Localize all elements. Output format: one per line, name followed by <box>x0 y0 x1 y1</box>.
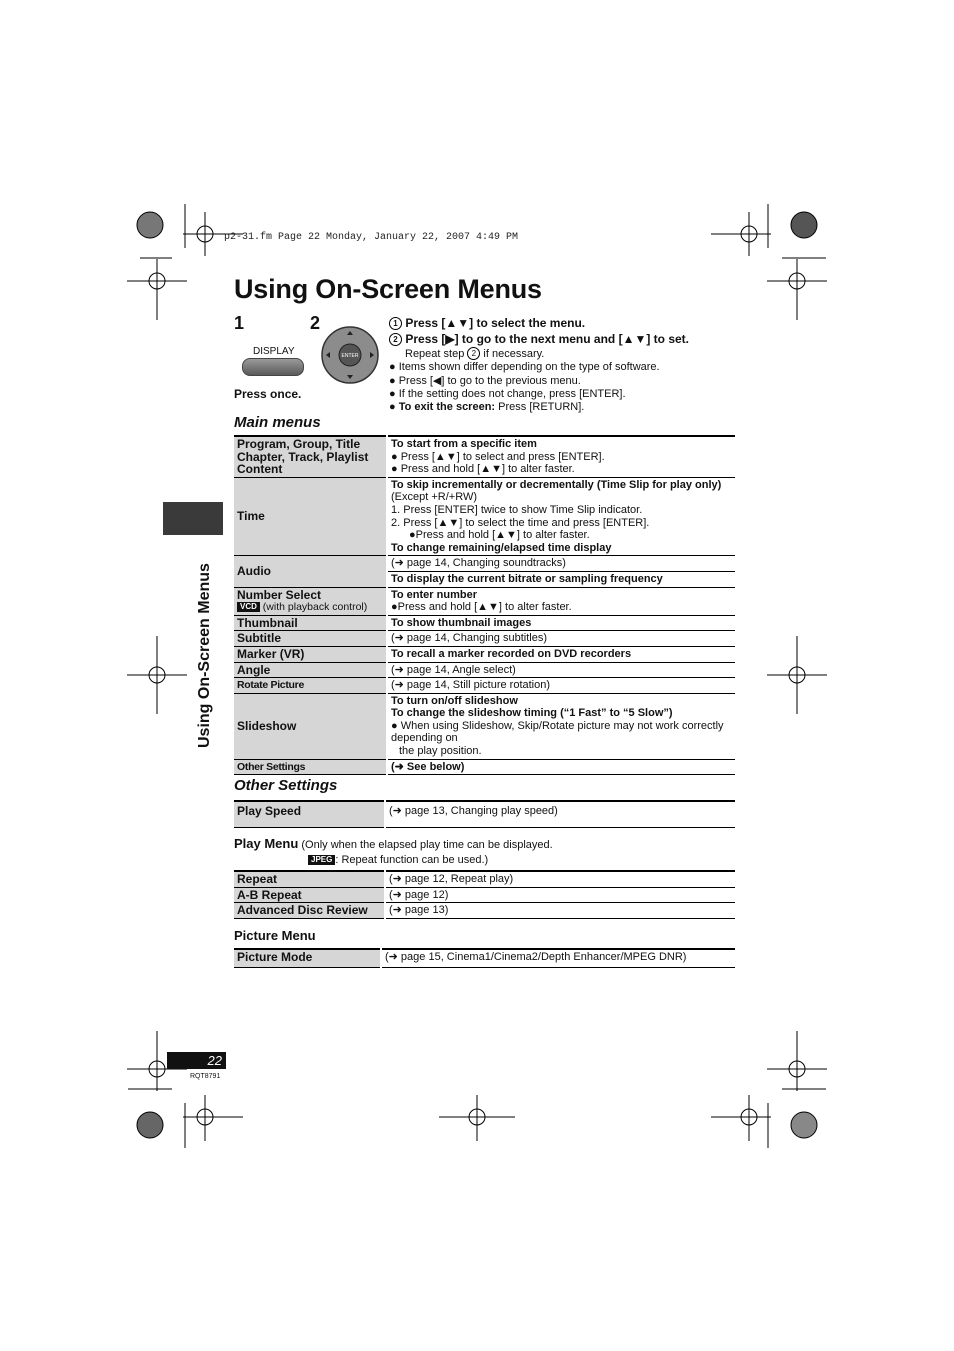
row-value: (➜ page 12, Repeat play) <box>385 871 735 887</box>
play-menu-heading: Play Menu <box>234 836 299 851</box>
side-tab-marker <box>163 502 223 535</box>
side-tab-label: Using On-Screen Menus <box>196 563 213 748</box>
main-menus-heading: Main menus <box>234 414 321 431</box>
step-1-number: 1 <box>234 313 245 333</box>
other-settings-table <box>234 800 735 828</box>
row-value: (➜ page 13) <box>385 903 735 919</box>
table-row <box>234 615 735 631</box>
row-value: (➜ page 12) <box>385 887 735 903</box>
table-row <box>234 662 735 678</box>
step-2-number: 2 <box>310 313 321 333</box>
row-desc-picture-mode: (➜ page 15, Cinema1/Cinema2/Depth Enhancer/MPEG DNR) <box>381 949 735 967</box>
row-desc-slideshow: To turn on/off slideshow To change the slideshow timing (“1 Fast” to “5 Slow”) ● When using Slideshow, Skip/Rotate picture may not work correctly depending on the play position. <box>387 693 735 759</box>
instruction-bullet-2: ● Press [◀] to go to the previous menu. <box>389 374 581 387</box>
play-menu-heading-block: Play Menu (Only when the elapsed play time can be displayed. JPEG : Repeat function can be used.) <box>234 836 553 866</box>
row-label-other: Other Settings <box>234 759 387 775</box>
play-menu-table <box>234 870 735 919</box>
other-settings-heading: Other Settings <box>234 777 338 794</box>
row-label-program: Program, Group, Title Chapter, Track, Playlist Content <box>234 436 387 477</box>
document-code: RQT8791 <box>190 1073 221 1080</box>
row-label-time: Time <box>234 477 387 556</box>
row-label-rotate: Rotate Picture <box>234 678 387 694</box>
row-label-subtitle: Subtitle <box>234 631 387 647</box>
row-label-audio: Audio <box>234 556 387 587</box>
row-label-slideshow: Slideshow <box>234 693 387 759</box>
row-label-play-speed: Play Speed <box>234 801 385 827</box>
picture-menu-table <box>234 948 735 968</box>
row-label-marker: Marker (VR) <box>234 646 387 662</box>
main-menus-table <box>234 435 735 775</box>
page-title: Using On-Screen Menus <box>234 274 542 304</box>
table-row <box>234 801 735 827</box>
table-row <box>234 587 735 615</box>
table-row <box>234 556 735 587</box>
jpeg-badge: JPEG <box>308 855 335 865</box>
row-desc-marker: To recall a marker recorded on DVD recorders <box>387 646 735 662</box>
row-label-angle: Angle <box>234 662 387 678</box>
enter-button-label: ENTER <box>341 353 359 359</box>
table-row <box>234 903 735 919</box>
row-desc-rotate: (➜ page 14, Still picture rotation) <box>387 678 735 694</box>
instruction-line-1: 1 Press [▲▼] to select the menu. <box>389 315 734 331</box>
instruction-bullet-4: ● To exit the screen: Press [RETURN]. <box>389 401 585 414</box>
row-desc-other: (➜ See below) <box>387 759 735 775</box>
row-label-thumbnail: Thumbnail <box>234 615 387 631</box>
table-row <box>234 678 735 694</box>
picture-menu-heading: Picture Menu <box>234 928 316 943</box>
table-row <box>234 887 735 903</box>
remote-dpad-icon <box>320 325 380 385</box>
vcd-badge: VCD <box>237 602 260 612</box>
row-label: Advanced Disc Review <box>234 903 385 919</box>
table-row <box>234 646 735 662</box>
instruction-bullet-3: ● If the setting does not change, press [ENTER]. <box>389 387 626 400</box>
instruction-line-3: Repeat step 2 if necessary. <box>405 348 545 360</box>
row-desc-time: To skip incrementally or decrementally (Time Slip for play only) (Except +R/+RW) 1. Press [ENTER] twice to show Time Slip indicator. 2. Press [▲▼] to select the time and press [ENTER]. ●Press and hold [▲▼] to alter faster. To change remaining/elapsed time display <box>387 477 735 556</box>
table-row <box>234 631 735 647</box>
press-once-caption: Press once. <box>234 387 302 401</box>
row-desc-program: To start from a specific item ● Press [▲▼] to select and press [ENTER]. ● Press and hold [▲▼] to alter faster. <box>387 436 735 477</box>
instruction-bullet-1: ● Items shown differ depending on the type of software. <box>389 361 660 374</box>
row-label: A-B Repeat <box>234 887 385 903</box>
instruction-line-2: 2 Press [▶] to go to the next menu and [▲▼] to set. <box>389 331 734 347</box>
row-desc-angle: (➜ page 14, Angle select) <box>387 662 735 678</box>
row-desc-number-select: To enter number ●Press and hold [▲▼] to alter faster. <box>387 587 735 615</box>
display-button-label: DISPLAY <box>253 346 295 357</box>
row-desc-thumbnail: To show thumbnail images <box>387 615 735 631</box>
file-header: p2-31.fm Page 22 Monday, January 22, 2007 4:49 PM <box>224 232 519 243</box>
table-row <box>234 871 735 887</box>
row-desc-play-speed: (➜ page 13, Changing play speed) <box>385 801 735 827</box>
display-button-graphic <box>242 358 304 376</box>
row-desc-subtitle: (➜ page 14, Changing subtitles) <box>387 631 735 647</box>
table-row <box>234 436 735 477</box>
table-row <box>234 949 735 967</box>
row-label-picture-mode: Picture Mode <box>234 949 381 967</box>
table-row <box>234 693 735 759</box>
row-label: Repeat <box>234 871 385 887</box>
instructions-block <box>389 315 734 414</box>
page-number: 22 <box>167 1052 226 1069</box>
table-row <box>234 477 735 556</box>
row-label-number-select: Number Select VCD (with playback control) <box>234 587 387 615</box>
table-row <box>234 759 735 775</box>
row-desc-audio: (➜ page 14, Changing soundtracks) To display the current bitrate or sampling frequency <box>387 556 735 587</box>
